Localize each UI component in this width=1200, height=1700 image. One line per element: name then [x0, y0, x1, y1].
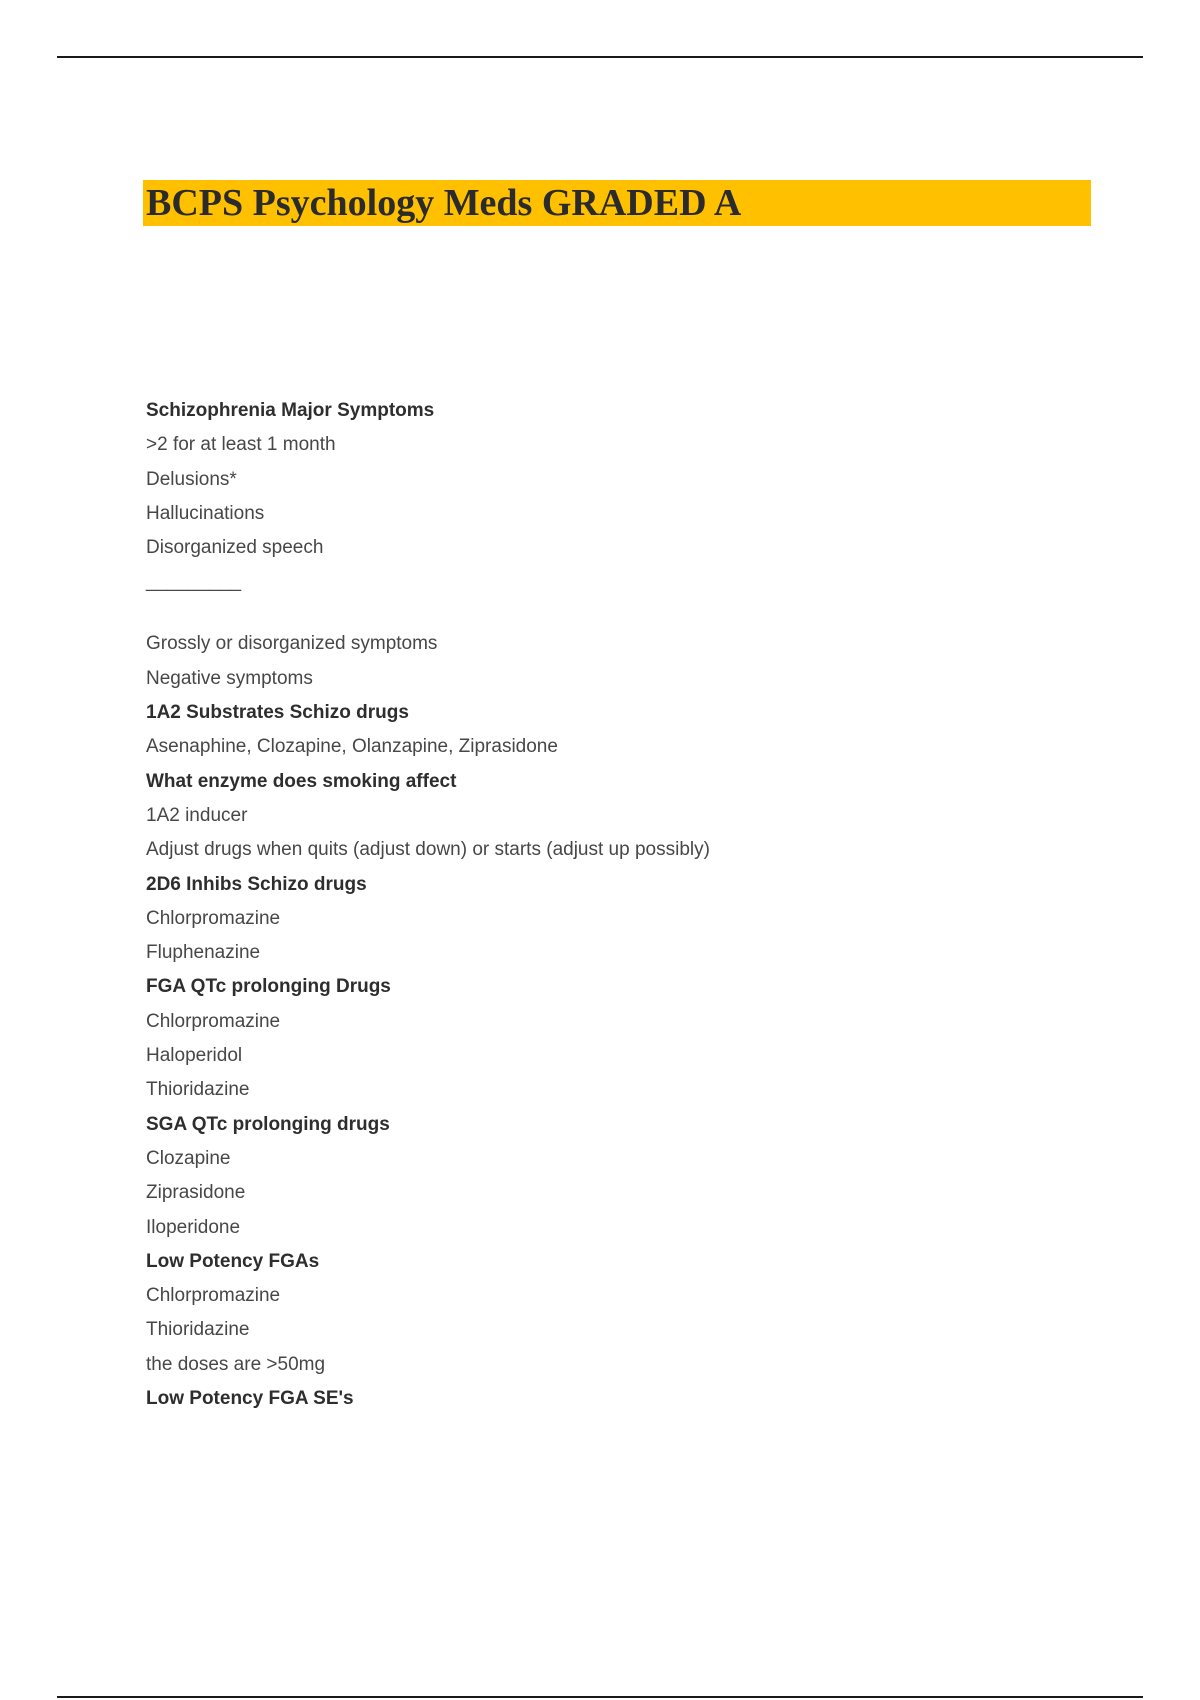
- section-heading: SGA QTc prolonging drugs: [146, 1113, 390, 1135]
- section-line: Negative symptoms: [146, 667, 313, 689]
- section-heading: 2D6 Inhibs Schizo drugs: [146, 873, 367, 895]
- section-line: Clozapine: [146, 1147, 231, 1169]
- section-line: 1A2 inducer: [146, 804, 248, 826]
- section-line: Hallucinations: [146, 502, 265, 524]
- section-line: Grossly or disorganized symptoms: [146, 633, 438, 655]
- section-line: Chlorpromazine: [146, 1285, 281, 1307]
- section-line: Thioridazine: [146, 1319, 250, 1341]
- section-heading: Low Potency FGA SE's: [146, 1388, 354, 1410]
- section-line: Chlorpromazine: [146, 907, 281, 929]
- section-line: Fluphenazine: [146, 942, 261, 964]
- top-rule: [57, 56, 1143, 58]
- separator-line: _________: [146, 571, 242, 593]
- section-line: Chlorpromazine: [146, 1010, 281, 1032]
- section-heading: Schizophrenia Major Symptoms: [146, 400, 435, 421]
- section-line: Adjust drugs when quits (adjust down) or starts (adjust up possibly): [146, 839, 710, 861]
- section-line: the doses are >50mg: [146, 1353, 326, 1375]
- section-heading: FGA QTc prolonging Drugs: [146, 976, 391, 998]
- document-body: [146, 397, 1106, 1419]
- section-line: Asenaphine, Clozapine, Olanzapine, Ziprasidone: [146, 736, 558, 758]
- section-heading: Low Potency FGAs: [146, 1250, 320, 1272]
- section-line: Disorganized speech: [146, 537, 324, 559]
- section-heading: 1A2 Substrates Schizo drugs: [146, 702, 409, 724]
- section-line: Ziprasidone: [146, 1182, 246, 1204]
- section-line: Thioridazine: [146, 1079, 250, 1101]
- bottom-rule: [57, 1696, 1143, 1698]
- section-line: >2 for at least 1 month: [146, 434, 336, 456]
- section-heading: What enzyme does smoking affect: [146, 770, 457, 792]
- section-line: Iloperidone: [146, 1216, 241, 1238]
- document-title: BCPS Psychology Meds GRADED A: [146, 182, 742, 224]
- section-line: Haloperidol: [146, 1045, 243, 1067]
- section-line: Delusions*: [146, 468, 237, 490]
